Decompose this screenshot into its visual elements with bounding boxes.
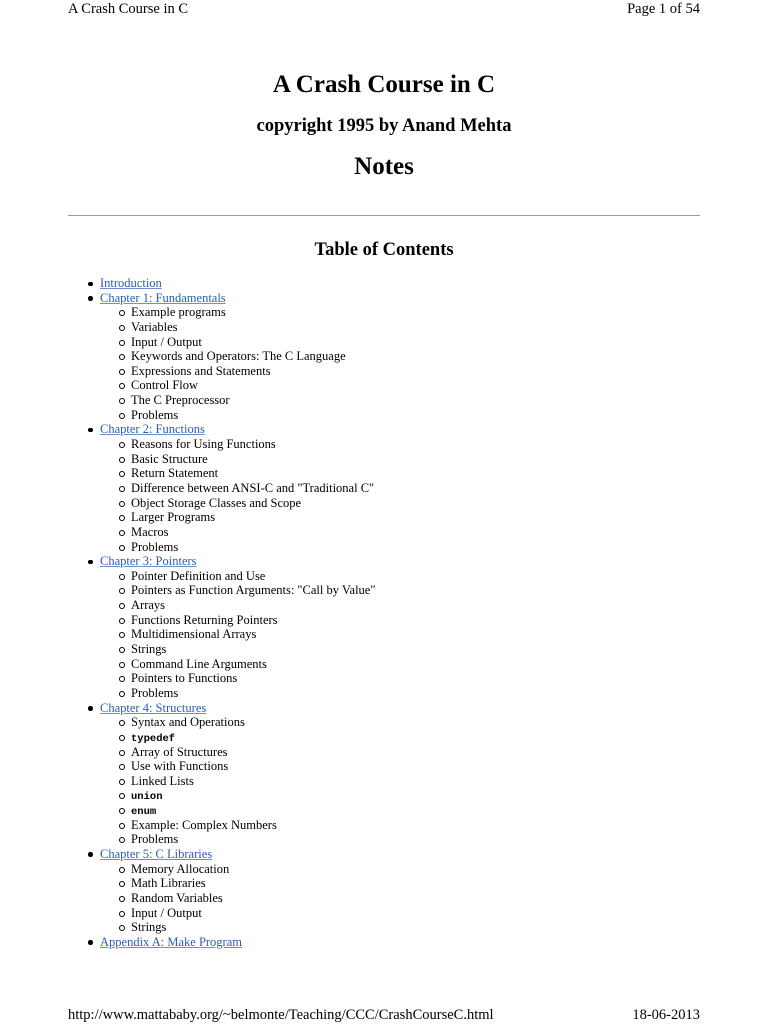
toc-section: Input / Output — [100, 335, 375, 350]
toc-section: Command Line Arguments — [100, 657, 375, 672]
toc-chapter-3 — [100, 554, 375, 569]
toc-section: Functions Returning Pointers — [100, 613, 375, 628]
toc-section: Control Flow — [100, 378, 375, 393]
toc-section: Example programs — [100, 305, 375, 320]
toc-section: Expressions and Statements — [100, 364, 375, 379]
toc-link-appendix-a[interactable]: Appendix A: Make Program — [100, 934, 242, 949]
toc-section: The C Preprocessor — [100, 393, 375, 408]
print-footer-url: http://www.mattababy.org/~belmonte/Teaching/CCC/CrashCourseC.html — [68, 1007, 494, 1023]
toc-section: Pointers as Function Arguments: "Call by Value" — [100, 583, 375, 598]
toc-chapter-2 — [100, 422, 375, 437]
document-title: A Crash Course in C — [272, 71, 496, 98]
toc-section: Arrays — [100, 598, 375, 613]
toc-section-code — [100, 803, 375, 818]
code-keyword-typedef: typedef — [131, 732, 176, 745]
toc-section: Problems — [100, 686, 375, 701]
toc-section: Multidimensional Arrays — [100, 627, 375, 642]
toc-link-chapter-5[interactable]: Chapter 5: C Libraries — [100, 846, 213, 861]
copyright-line: copyright 1995 by Anand Mehta — [256, 116, 512, 136]
toc-section: Problems — [100, 832, 375, 847]
notes-heading: Notes — [354, 153, 414, 180]
toc-section: Pointer Definition and Use — [100, 569, 375, 584]
toc-section: Object Storage Classes and Scope — [100, 496, 375, 511]
toc-section: Return Statement — [100, 466, 375, 481]
toc-section: Syntax and Operations — [100, 715, 375, 730]
toc-section: Memory Allocation — [100, 862, 375, 877]
code-keyword-enum: enum — [131, 806, 157, 819]
toc-section: Variables — [100, 320, 375, 335]
print-header-page-indicator: Page 1 of 54 — [627, 1, 700, 17]
toc-section: Problems — [100, 540, 375, 555]
toc-section: Input / Output — [100, 906, 375, 921]
toc-section: Keywords and Operators: The C Language — [100, 349, 375, 364]
toc-link-chapter-1[interactable]: Chapter 1: Fundamentals — [100, 290, 226, 305]
toc-section-code — [100, 730, 375, 745]
toc-section-code — [100, 788, 375, 803]
toc-link-chapter-3[interactable]: Chapter 3: Pointers — [100, 554, 197, 569]
toc-link-introduction[interactable]: Introduction — [100, 276, 162, 290]
toc-heading: Table of Contents — [314, 240, 454, 260]
toc-link-chapter-2[interactable]: Chapter 2: Functions — [100, 422, 205, 437]
toc-section: Math Libraries — [100, 876, 375, 891]
toc-section: Macros — [100, 525, 375, 540]
toc-section: Pointers to Functions — [100, 671, 375, 686]
toc-chapter-1 — [100, 291, 375, 306]
toc-section: Array of Structures — [100, 745, 375, 760]
toc-section: Strings — [100, 642, 375, 657]
toc-chapter-4 — [100, 701, 375, 716]
toc-section: Difference between ANSI-C and "Traditional C" — [100, 481, 375, 496]
print-footer-date: 18-06-2013 — [632, 1007, 700, 1023]
toc-section: Linked Lists — [100, 774, 375, 789]
toc-section: Strings — [100, 920, 375, 935]
toc-section: Use with Functions — [100, 759, 375, 774]
toc-section: Basic Structure — [100, 452, 375, 467]
toc-section: Problems — [100, 408, 375, 423]
toc-link-chapter-4[interactable]: Chapter 4: Structures — [100, 700, 207, 715]
print-header-title: A Crash Course in C — [68, 1, 189, 17]
toc-section: Larger Programs — [100, 510, 375, 525]
table-of-contents — [100, 276, 375, 949]
toc-section: Example: Complex Numbers — [100, 818, 375, 833]
toc-chapter-introduction — [100, 276, 375, 291]
toc-section: Random Variables — [100, 891, 375, 906]
toc-section: Reasons for Using Functions — [100, 437, 375, 452]
code-keyword-union: union — [131, 791, 163, 804]
toc-appendix-a — [100, 935, 375, 950]
horizontal-rule — [68, 215, 700, 216]
toc-chapter-5 — [100, 847, 375, 862]
